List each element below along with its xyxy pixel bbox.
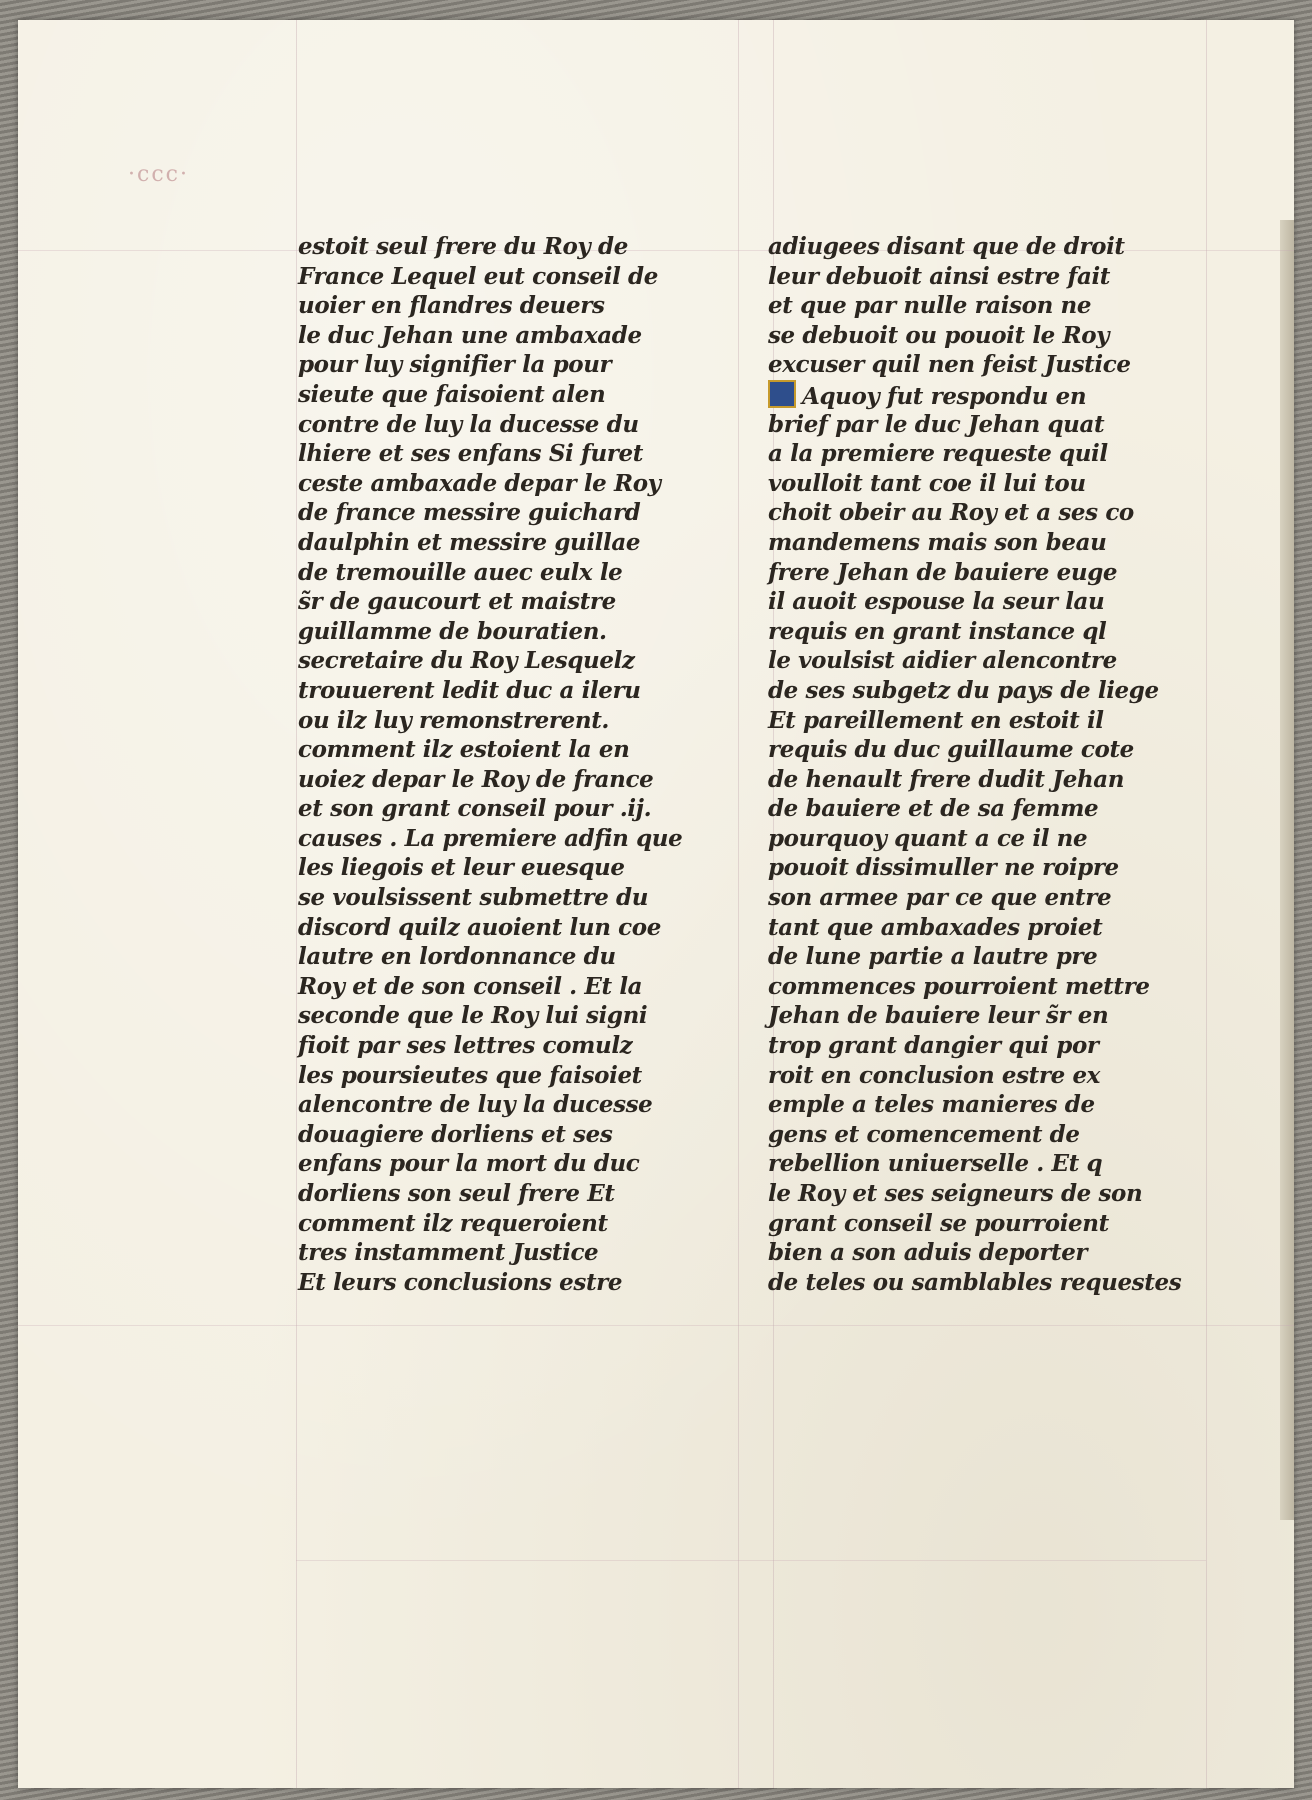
text-line-content: lhiere et ses enfans Si furet xyxy=(298,440,643,468)
text-line-content: brief par le duc Jehan quat xyxy=(768,410,1105,438)
text-line xyxy=(298,232,718,262)
text-line-content: douagiere dorliens et ses xyxy=(298,1120,613,1148)
folio-number: ·ccc· xyxy=(128,162,189,187)
text-line-content: le Roy et ses seigneurs de son xyxy=(768,1180,1143,1207)
text-line xyxy=(298,1120,718,1150)
text-line xyxy=(298,262,718,292)
text-line-content: comment ilz estoient la en xyxy=(298,736,630,764)
text-line-content: rebellion uniuerselle . Et q xyxy=(768,1150,1103,1178)
text-line-content: alencontre de luy la ducesse xyxy=(298,1091,653,1119)
text-line-content: enfans pour la mort du duc xyxy=(298,1150,640,1178)
text-line-content: trouuerent ledit duc a ileru xyxy=(298,676,641,704)
text-line xyxy=(298,291,718,321)
text-column-left xyxy=(298,232,718,1297)
text-line-content: Roy et de son conseil . Et la xyxy=(298,972,643,1000)
text-line xyxy=(768,676,1188,706)
text-line xyxy=(768,469,1188,499)
ruling-line xyxy=(738,20,739,1788)
text-line-content: sieute que faisoient alen xyxy=(298,380,606,408)
text-line xyxy=(298,942,718,972)
text-line xyxy=(768,853,1188,883)
text-line-content: dorliens son seul frere Et xyxy=(298,1180,615,1207)
text-line xyxy=(768,498,1188,528)
text-line-content: uoiez depar le Roy de france xyxy=(298,765,654,793)
text-line xyxy=(298,1031,718,1061)
text-line xyxy=(298,321,718,351)
text-line-content: emple a teles manieres de xyxy=(768,1091,1095,1119)
text-line xyxy=(768,350,1188,380)
text-line xyxy=(768,410,1188,440)
text-line xyxy=(768,380,1188,410)
text-line xyxy=(768,558,1188,588)
text-line-content: fioit par ses lettres comulz xyxy=(298,1032,633,1060)
text-line-content: Et leurs conclusions estre xyxy=(298,1268,623,1296)
text-line xyxy=(768,587,1188,617)
illuminated-initial-icon xyxy=(768,380,796,408)
text-line-content: Jehan de bauiere leur s̃r en xyxy=(768,1002,1109,1030)
text-line-content: et que par nulle raison ne xyxy=(768,292,1092,320)
text-line-content: contre de luy la ducesse du xyxy=(298,410,639,438)
text-line-content: excuser quil nen feist Justice xyxy=(768,351,1131,379)
text-line xyxy=(768,1090,1188,1120)
text-line-content: roit en conclusion estre ex xyxy=(768,1061,1100,1089)
text-line xyxy=(768,794,1188,824)
text-line xyxy=(298,706,718,736)
text-line-content: se debuoit ou pouoit le Roy xyxy=(768,321,1110,349)
text-line-content: de ses subgetz du pays de liege xyxy=(768,676,1159,704)
text-line xyxy=(298,1001,718,1031)
text-line xyxy=(298,824,718,854)
text-line xyxy=(298,410,718,440)
text-line xyxy=(298,735,718,765)
text-line xyxy=(298,498,718,528)
text-line xyxy=(768,1209,1188,1239)
text-line xyxy=(298,380,718,410)
text-line-content: guillamme de bouratien. xyxy=(298,617,607,645)
text-line-content: de henault frere dudit Jehan xyxy=(768,765,1125,793)
text-line-content: grant conseil se pourroient xyxy=(768,1209,1109,1237)
text-line-content: choit obeir au Roy et a ses co xyxy=(768,499,1134,527)
text-line-content: le voulsist aidier alencontre xyxy=(768,647,1117,675)
text-line xyxy=(768,824,1188,854)
text-line xyxy=(298,1268,718,1298)
text-line xyxy=(768,883,1188,913)
text-line-content: pour luy signifier la pour xyxy=(298,351,612,379)
text-line-content: France Lequel eut conseil de xyxy=(298,262,658,290)
text-line xyxy=(768,528,1188,558)
text-line xyxy=(298,1209,718,1239)
text-line-content: gens et comencement de xyxy=(768,1120,1080,1148)
text-line xyxy=(298,676,718,706)
text-line-content: bien a son aduis deporter xyxy=(768,1239,1088,1267)
text-line xyxy=(298,350,718,380)
text-line xyxy=(298,853,718,883)
text-line-content: et son grant conseil pour .ij. xyxy=(298,795,652,823)
text-line-content: discord quilz auoient lun coe xyxy=(298,913,661,941)
text-line-content: Aquoy fut respondu en xyxy=(802,382,1087,410)
text-line xyxy=(768,972,1188,1002)
ruling-line xyxy=(296,1560,1206,1561)
text-line-content: tant que ambaxades proiet xyxy=(768,913,1103,941)
text-line-content: daulphin et messire guillae xyxy=(298,528,641,556)
text-line xyxy=(298,972,718,1002)
text-line-content: ceste ambaxade depar le Roy xyxy=(298,469,661,497)
text-line xyxy=(298,1149,718,1179)
text-line xyxy=(768,706,1188,736)
text-line-content: a la premiere requeste quil xyxy=(768,440,1108,468)
text-line xyxy=(298,558,718,588)
text-line-content: frere Jehan de bauiere euge xyxy=(768,558,1118,586)
text-line-content: adiugees disant que de droit xyxy=(768,233,1125,260)
text-line-content: requis en grant instance ql xyxy=(768,617,1107,645)
text-line xyxy=(298,1179,718,1209)
text-line xyxy=(768,942,1188,972)
text-line-content: s̃r de gaucourt et maistre xyxy=(298,588,616,616)
text-line-content: seconde que le Roy lui signi xyxy=(298,1002,648,1030)
text-column-right xyxy=(768,232,1188,1297)
text-line-content: comment ilz requeroient xyxy=(298,1209,608,1237)
text-line xyxy=(768,1061,1188,1091)
text-line-content: se voulsissent submettre du xyxy=(298,884,649,912)
text-line xyxy=(298,646,718,676)
text-line xyxy=(298,587,718,617)
text-line xyxy=(768,321,1188,351)
text-line xyxy=(298,794,718,824)
text-line xyxy=(298,913,718,943)
text-line xyxy=(298,1061,718,1091)
text-line xyxy=(768,1179,1188,1209)
text-line-content: les liegois et leur euesque xyxy=(298,854,625,882)
text-line xyxy=(298,1090,718,1120)
text-line-content: requis du duc guillaume cote xyxy=(768,736,1134,764)
text-line-content: causes . La premiere adfin que xyxy=(298,824,683,852)
text-line-content: leur debuoit ainsi estre fait xyxy=(768,262,1111,290)
text-line-content: il auoit espouse la seur lau xyxy=(768,588,1105,616)
text-line xyxy=(298,765,718,795)
ruling-line xyxy=(296,20,297,1788)
text-line xyxy=(768,291,1188,321)
text-line-content: de bauiere et de sa femme xyxy=(768,795,1099,823)
text-line-content: commences pourroient mettre xyxy=(768,972,1150,1000)
text-line xyxy=(768,1031,1188,1061)
text-line-content: mandemens mais son beau xyxy=(768,528,1107,556)
text-line-content: pouoit dissimuller ne roipre xyxy=(768,854,1119,882)
text-line-content: secretaire du Roy Lesquelz xyxy=(298,647,635,675)
text-line-content: les poursieutes que faisoiet xyxy=(298,1061,642,1089)
text-line-content: voulloit tant coe il lui tou xyxy=(768,469,1086,497)
text-line-content: lautre en lordonnance du xyxy=(298,943,616,971)
text-line-content: Et pareillement en estoit il xyxy=(768,706,1104,734)
text-line-content: trop grant dangier qui por xyxy=(768,1032,1099,1060)
text-line-content: ou ilz luy remonstrerent. xyxy=(298,706,610,734)
text-line xyxy=(298,617,718,647)
text-line-content: estoit seul frere du Roy de xyxy=(298,233,628,260)
text-line xyxy=(768,1238,1188,1268)
text-line xyxy=(768,439,1188,469)
text-line-content: de france messire guichard xyxy=(298,499,641,527)
text-line xyxy=(298,469,718,499)
text-line xyxy=(298,883,718,913)
text-line xyxy=(298,439,718,469)
text-line-content: de teles ou samblables requestes xyxy=(768,1268,1182,1296)
text-line-content: uoier en flandres deuers xyxy=(298,292,605,320)
text-line xyxy=(768,1001,1188,1031)
text-line xyxy=(768,262,1188,292)
text-line-content: de lune partie a lautre pre xyxy=(768,943,1098,971)
ruling-line xyxy=(18,1325,1294,1326)
text-line-content: son armee par ce que entre xyxy=(768,884,1112,912)
text-line xyxy=(768,1149,1188,1179)
text-line-content: de tremouille auec eulx le xyxy=(298,558,623,586)
text-line xyxy=(768,646,1188,676)
text-line xyxy=(768,765,1188,795)
text-line xyxy=(768,1268,1188,1298)
text-line xyxy=(768,1120,1188,1150)
text-line-content: tres instamment Justice xyxy=(298,1239,599,1267)
text-line xyxy=(768,232,1188,262)
ruling-line xyxy=(1206,20,1207,1788)
text-line xyxy=(298,528,718,558)
text-line xyxy=(298,1238,718,1268)
text-line-content: le duc Jehan une ambaxade xyxy=(298,321,642,349)
text-line-content: pourquoy quant a ce il ne xyxy=(768,824,1088,852)
text-line xyxy=(768,735,1188,765)
text-line xyxy=(768,913,1188,943)
text-line xyxy=(768,617,1188,647)
